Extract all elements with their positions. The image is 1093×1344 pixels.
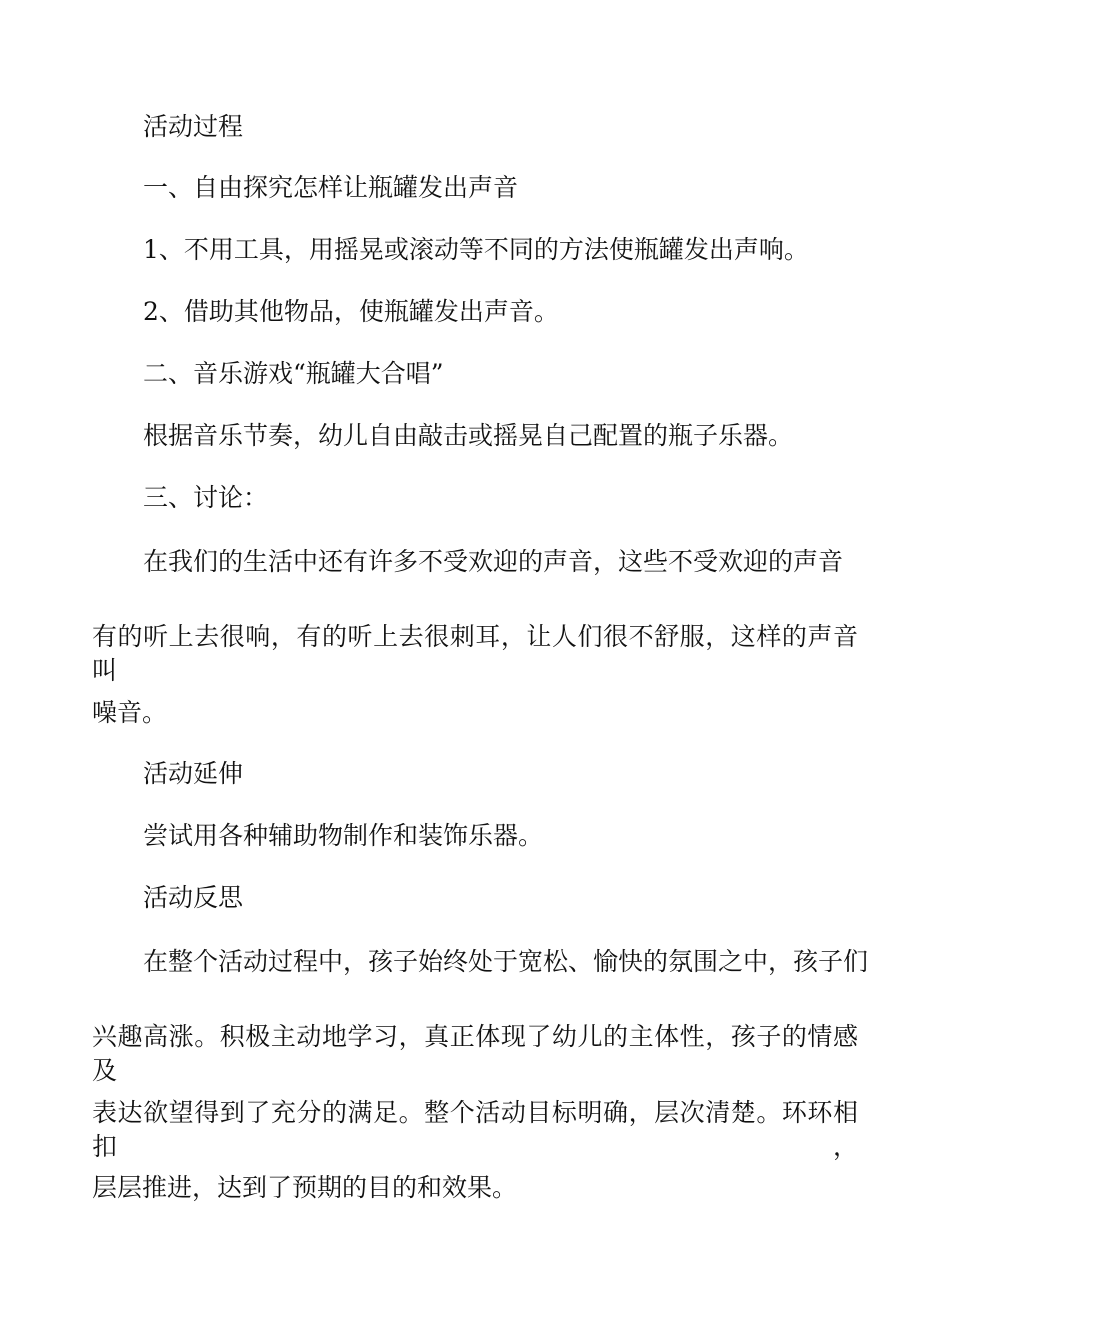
section-1-title: 一、自由探究怎样让瓶罐发出声音 (143, 173, 519, 202)
section-3-title: 三、讨论： (143, 483, 269, 512)
reflection-paragraph-line: 在整个活动过程中，孩子始终处于宽松、愉快的氛围之中，孩子们 (143, 947, 869, 976)
heading-activity-reflection: 活动反思 (143, 883, 244, 912)
heading-activity-process: 活动过程 (143, 112, 244, 141)
section-2-title: 二、音乐游戏“瓶罐大合唱” (143, 359, 444, 388)
heading-activity-extension: 活动延伸 (143, 759, 244, 788)
section-1-item-2: 2、借助其他物品，使瓶罐发出声音。 (143, 297, 559, 326)
discussion-paragraph-line: 在我们的生活中还有许多不受欢迎的声音，这些不受欢迎的声音 (143, 547, 844, 576)
discussion-paragraph-line: 噪音。 (92, 698, 168, 727)
reflection-paragraph-line: 兴趣高涨。积极主动地学习，真正体现了幼儿的主体性，孩子的情感及 (92, 1022, 858, 1085)
section-2-text: 根据音乐节奏，幼儿自由敲击或摇晃自己配置的瓶子乐器。 (143, 421, 794, 450)
reflection-paragraph-line: 层层推进，达到了预期的目的和效果。 (92, 1173, 518, 1202)
reflection-paragraph-line: 表达欲望得到了充分的满足。整个活动目标明确，层次清楚。环环相扣， (92, 1098, 858, 1161)
extension-text: 尝试用各种辅助物制作和装饰乐器。 (143, 821, 544, 850)
discussion-paragraph-line: 有的听上去很响，有的听上去很刺耳，让人们很不舒服，这样的声音叫 (92, 622, 858, 685)
section-1-item-1: 1、不用工具，用摇晃或滚动等不同的方法使瓶罐发出声响。 (143, 235, 809, 264)
